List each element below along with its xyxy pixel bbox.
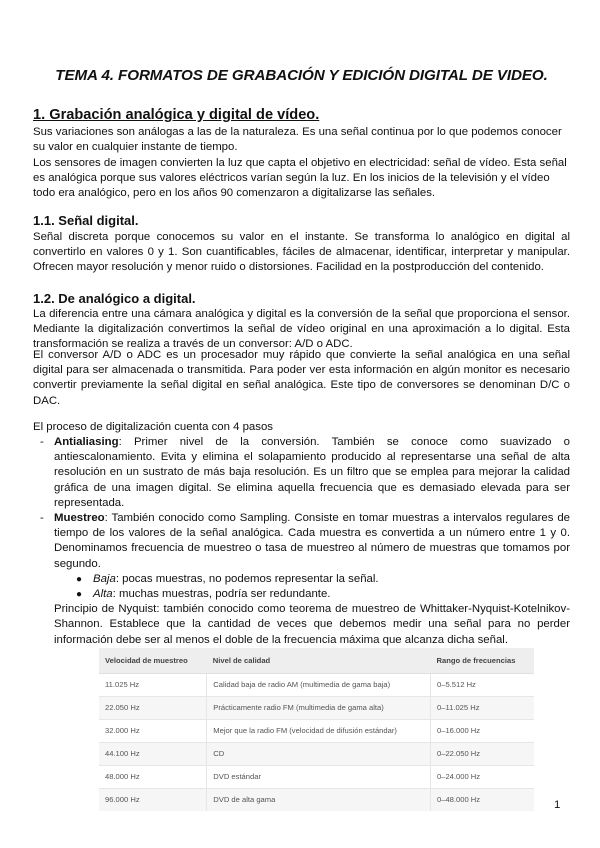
section-1-paragraph-2: Los sensores de imagen convierten la luz que capta el objetivo en electricidad: señal de vídeo. Esta señal es analógica porque sus valores eléctricos varían según la luz. En los inicios de la televisión y el vídeo todo era analógico, pero en los años 90 comenzaron a digitalizarse las señales. — [33, 157, 567, 200]
page-number: 1 — [554, 799, 561, 811]
table-cell: 0–48.000 Hz — [431, 789, 534, 812]
table-cell: 22.050 Hz — [99, 697, 207, 720]
list-item — [76, 572, 570, 587]
table-header-cell: Velocidad de muestreo — [99, 648, 207, 674]
table-header-cell: Nivel de calidad — [207, 648, 431, 674]
table-cell: Mejor que la radio FM (velocidad de difusión estándar) — [207, 720, 431, 743]
table-cell: 0–16.000 Hz — [431, 720, 534, 743]
table-cell: DVD estándar — [207, 766, 431, 789]
bullet-term: Baja — [93, 572, 116, 585]
digitization-steps-list — [33, 435, 570, 648]
step-term: Antialiasing — [54, 436, 119, 448]
bullet-dot: ● — [76, 589, 83, 601]
table-row — [99, 720, 534, 743]
table-row — [99, 743, 534, 766]
table-header-row — [99, 648, 534, 674]
table-cell: 11.025 Hz — [99, 674, 207, 697]
list-item — [76, 587, 570, 602]
table-cell: Calidad baja de radio AM (multimedia de gama baja) — [207, 674, 431, 697]
step-term: Muestreo — [54, 512, 105, 525]
table-cell: 0–11.025 Hz — [431, 697, 534, 720]
list-dash: - — [40, 436, 44, 448]
section-1-2-paragraph-1: La diferencia entre una cámara analógica y digital es la conversión de la señal que proporciona el sensor. Mediante la digitalización convertimos la señal de vídeo original en una aproximación a lo digital. Esta transformación se realiza a través de un conversor: A/D o ADC. — [33, 308, 570, 351]
document-title: TEMA 4. FORMATOS DE GRABACIÓN Y EDICIÓN DIGITAL DE VIDEO. — [55, 67, 548, 84]
list-dash: - — [40, 512, 44, 525]
table-cell: DVD de alta gama — [207, 789, 431, 812]
sampling-rate-table — [99, 648, 534, 811]
section-1-paragraph-1: Sus variaciones son análogas a las de la naturaleza. Es una señal continua por lo que podemos conocer su valor en cualquier instante de tiempo. — [33, 126, 562, 154]
section-1-2-paragraph-2: El conversor A/D o ADC es un procesador muy rápido que convierte la señal analógica en una señal digital para ser almacenada o transmitida. Para poder ver esta información en algún monitor es necesario convertir previamente la señal digital en señal analógica. Este tipo de conversores se denominan D/C o DAC. — [33, 349, 570, 407]
table-row — [99, 697, 534, 720]
table-row — [99, 674, 534, 697]
list-item — [33, 511, 570, 572]
list-item — [33, 435, 570, 511]
step-text: : También conocido como Sampling. Consiste en tomar muestras a intervalos regulares de tiempo de los valores de la señal analógica. Cada muestra es convertida a un número entre 1 y 0. Denominamos frecuencia de muestreo o tasa de muestreo al número de muestras que tomamos por segundo. — [54, 512, 570, 570]
section-1-1-paragraph: Señal discreta porque conocemos su valor en el instante. Se transforma lo analógico en digital al convertirlo en valores 0 y 1. Son cuantificables, fáciles de almacenar, identificar, interpretar y manipular. Ofrecen mayor resolución y menor ruido o distorsiones. Facilidad en la postproducción del contenido. — [33, 231, 570, 274]
section-1-1-heading: 1.1. Señal digital. — [33, 213, 139, 228]
table-cell: 0–5.512 Hz — [431, 674, 534, 697]
table-cell: Prácticamente radio FM (multimedia de gama alta) — [207, 697, 431, 720]
sampling-rate-bullets — [33, 572, 570, 602]
table-header-cell: Rango de frecuencias — [431, 648, 534, 674]
table-cell: 48.000 Hz — [99, 766, 207, 789]
section-1-2-heading: 1.2. De analógico a digital. — [33, 291, 196, 306]
table-cell: 44.100 Hz — [99, 743, 207, 766]
step-text: : Primer nivel de la conversión. También se conoce como suavizado o antiescalonamiento. Evita y elimina el solapamiento producido al representarse una señal de alta resolución en un sustrato de más baja resolución. Es un filtro que se emplea para mejorar la calidad gráfica de una imagen digital. Se elimina aquella frecuencia que es demasiado elevada para ser representada. — [54, 436, 570, 509]
bullet-text: : pocas muestras, no podemos representar la señal. — [115, 572, 379, 585]
table-cell: 0–22.050 Hz — [431, 743, 534, 766]
table-cell: 0–24.000 Hz — [431, 766, 534, 789]
table-row — [99, 789, 534, 812]
bullet-dot: ● — [76, 573, 83, 585]
table-cell: 96.000 Hz — [99, 789, 207, 812]
table-cell: CD — [207, 743, 431, 766]
bullet-text: : muchas muestras, podría ser redundante. — [112, 588, 331, 601]
nyquist-paragraph: Principio de Nyquist: también conocido como teorema de muestreo de Whittaker-Nyquist-Kotelnikov-Shannon. Establece que la cantidad de veces que debemos medir una señal para no perder información debe ser al menos el doble de la frecuencia máxima que alcanza dicha señal. — [54, 603, 570, 646]
table-cell: 32.000 Hz — [99, 720, 207, 743]
bullet-term: Alta — [93, 588, 113, 601]
table-row — [99, 766, 534, 789]
section-1-2-paragraph-3: El proceso de digitalización cuenta con 4 pasos — [33, 421, 273, 433]
section-1-heading: 1. Grabación analógica y digital de vídeo. — [33, 107, 320, 123]
